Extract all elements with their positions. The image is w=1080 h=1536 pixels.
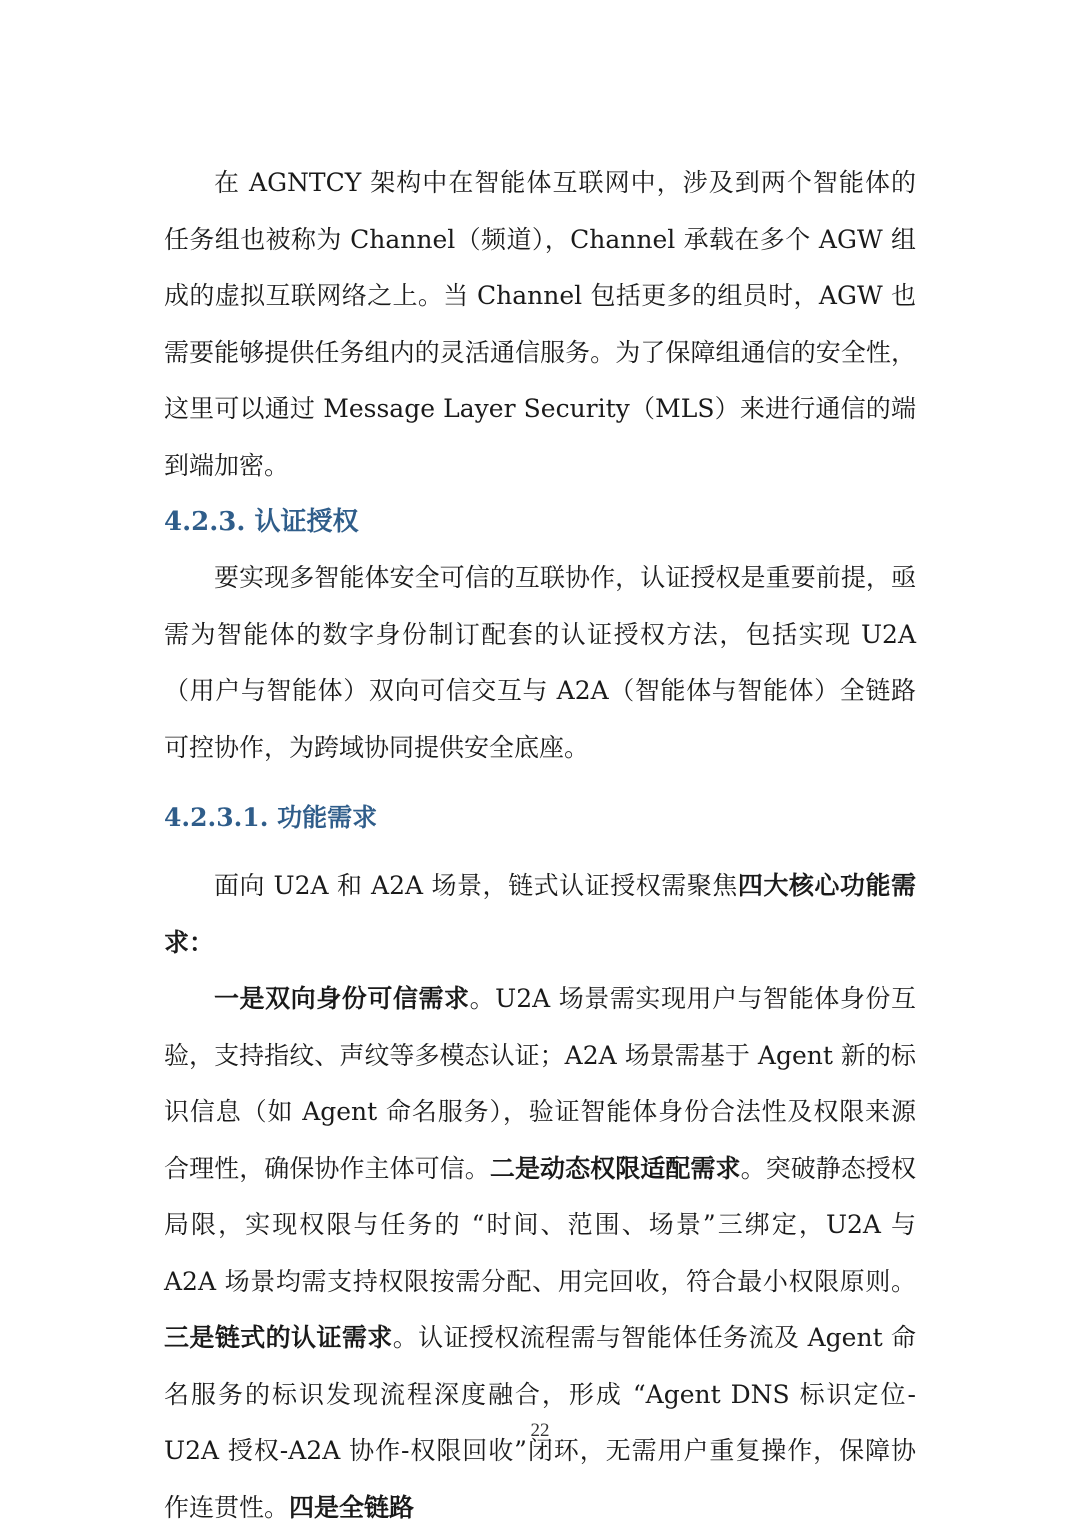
subsection-heading-requirements: 4.2.3.1. 功能需求 — [164, 803, 378, 832]
requirement-3-title: 三是链式的认证需求 — [164, 1323, 393, 1352]
section-heading-authentication: 4.2.3. 认证授权 — [164, 507, 359, 537]
paragraph-requirements-list — [164, 971, 916, 1536]
paragraph-requirements-lead — [164, 858, 916, 971]
requirement-1-title: 一是双向身份可信需求 — [214, 984, 470, 1013]
requirement-1-text: 。U2A 场景需实现用户与智能体身份互验，支持指纹、声纹等多模态认证；A2A 场景需基于 Agent 新的标识信息（如 Agent 命名服务），验证智能体身份合法性及权限来源合理性，确保协作主体可信。 — [164, 984, 916, 1183]
requirement-3-text: 。认证授权流程需与智能体任务流及 Agent 命名服务的标识发现流程深度融合，形成 “Agent DNS 标识定位-U2A 授权-A2A 协作-权限回收”闭环，无需用户重复操作，保障协作连贯性。 — [164, 1323, 916, 1522]
requirement-2-text: 。突破静态授权局限，实现权限与任务的 “时间、范围、场景”三绑定，U2A 与 A2A 场景均需支持权限按需分配、用完回收，符合最小权限原则。 — [164, 1153, 916, 1296]
requirement-4-title: 四是全链路 — [289, 1492, 415, 1522]
lead-text: 面向 U2A 和 A2A 场景，链式认证授权需聚焦 — [214, 871, 738, 900]
requirement-2-title: 二是动态权限适配需求 — [489, 1153, 741, 1183]
page-number: 22 — [530, 1420, 550, 1441]
page-body — [164, 155, 916, 1536]
paragraph-auth-intro: 要实现多智能体安全可信的互联协作，认证授权是重要前提，亟需为智能体的数字身份制订配套的认证授权方法，包括实现 U2A（用户与智能体）双向可信交互与 A2A（智能体与智能体）全链路可控协作，为跨域协同提供安全底座。 — [164, 563, 916, 762]
paragraph-channel-mls: 在 AGNTCY 架构中在智能体互联网中，涉及到两个智能体的任务组也被称为 Channel（频道），Channel 承载在多个 AGW 组成的虚拟互联网络之上。当 Channel 包括更多的组员时，AGW 也需要能够提供任务组内的灵活通信服务。为了保障组通信的安全性，这里可以通过 Message Layer Security（MLS）来进行通信的端到端加密。 — [164, 168, 916, 480]
lead-bold-text: 四大核心功能需求： — [164, 871, 916, 957]
